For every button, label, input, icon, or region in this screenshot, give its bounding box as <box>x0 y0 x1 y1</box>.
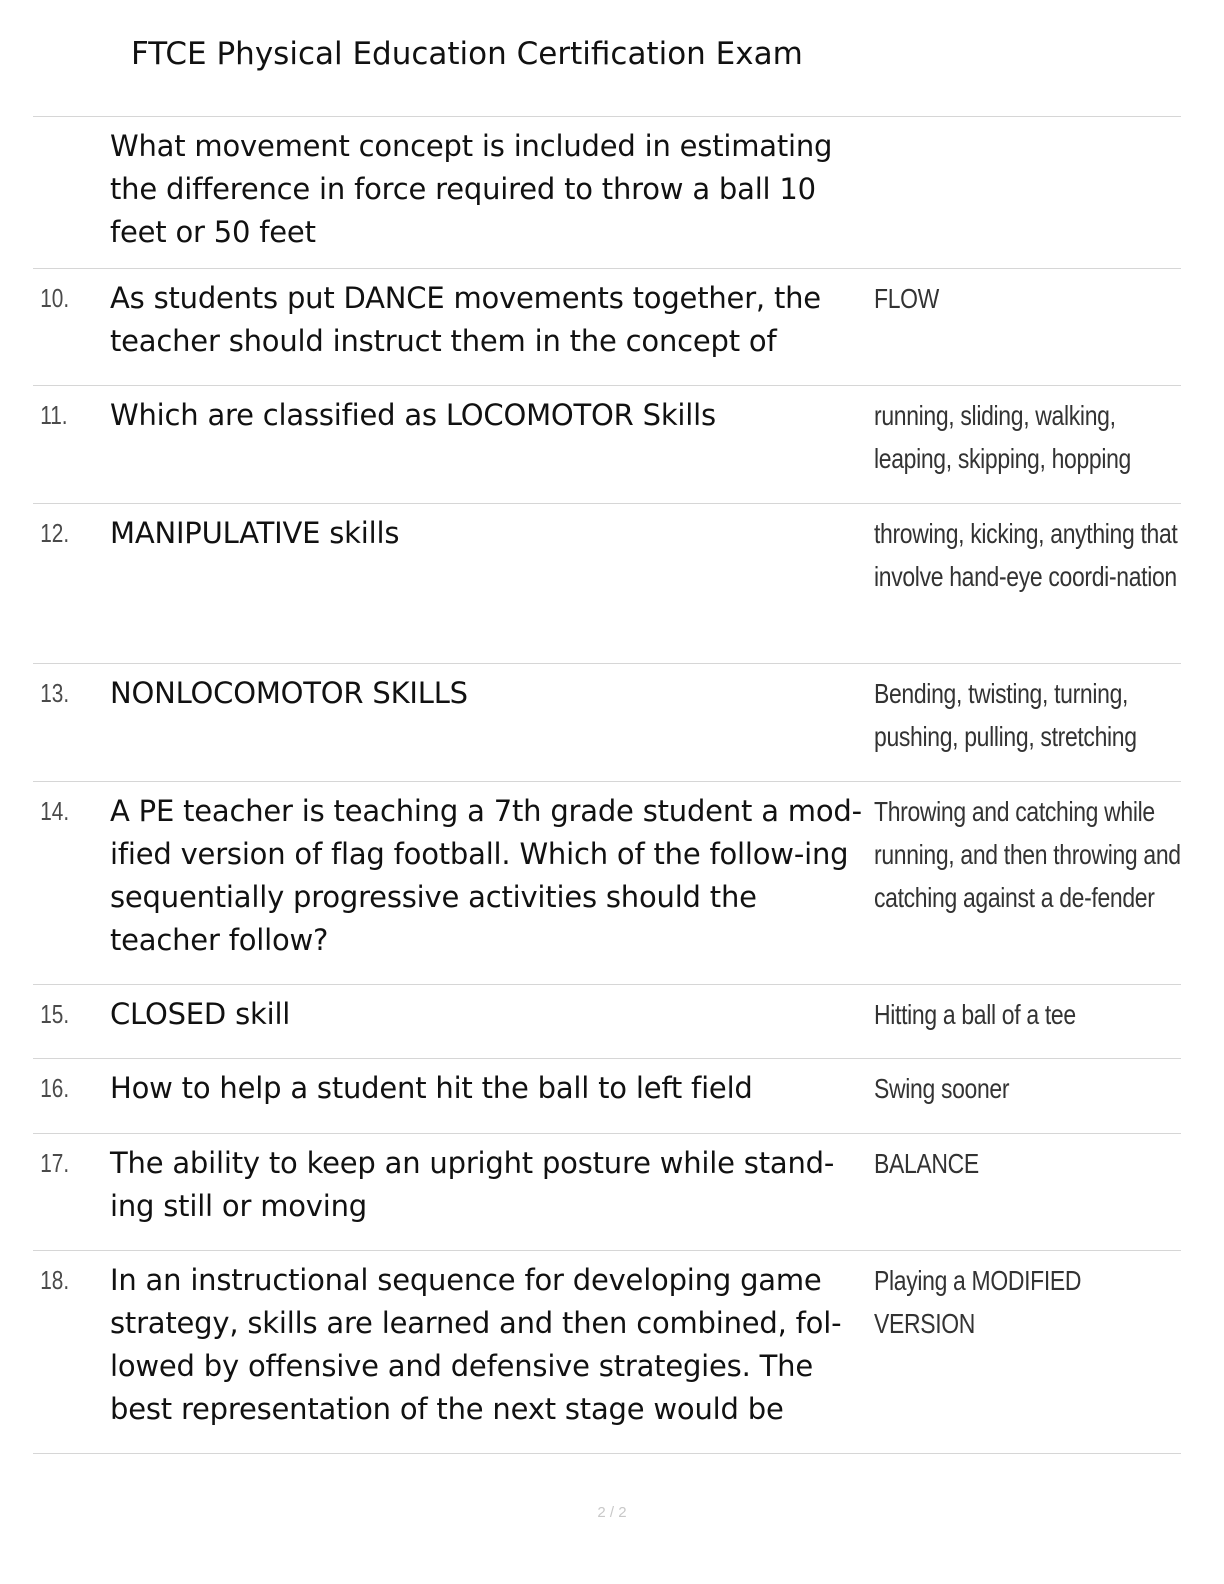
question-number: 10. <box>40 283 70 313</box>
table-row <box>33 664 1181 782</box>
answer-text: Swing sooner <box>874 1073 1010 1104</box>
answer-text: Hitting a ball of a tee <box>874 999 1076 1030</box>
question-number <box>33 125 95 268</box>
page-number: 2 / 2 <box>597 1504 627 1521</box>
question-text: Which are classified as LOCOMOTOR Skills <box>110 398 716 432</box>
question-number: 17. <box>40 1148 70 1178</box>
question-text: A PE teacher is teaching a 7th grade student a mod-ified version of flag football. Which of the follow-ing sequentially progressive activities should the teacher follow? <box>110 794 862 957</box>
question-number: 11. <box>40 400 68 430</box>
answer-text: Playing a MODIFIED VERSION <box>874 1265 1082 1339</box>
table-row <box>33 1059 1181 1134</box>
table-row <box>33 117 1181 269</box>
answer-text: throwing, kicking, anything that involve hand-eye coordi-nation <box>874 518 1178 592</box>
question-text: How to help a student hit the ball to left field <box>110 1071 753 1105</box>
table-row <box>33 269 1181 386</box>
answer-text: FLOW <box>874 283 940 314</box>
answer-text <box>874 125 1181 268</box>
table-row <box>33 1251 1181 1454</box>
answer-text: BALANCE <box>874 1148 979 1179</box>
question-number: 18. <box>40 1265 70 1295</box>
table-row <box>33 386 1181 504</box>
table-row <box>33 985 1181 1059</box>
table-row <box>33 504 1181 664</box>
answer-text: Throwing and catching while running, and then throwing and catching against a de-fender <box>874 796 1181 913</box>
question-number: 15. <box>40 999 70 1029</box>
answer-text: running, sliding, walking, leaping, skipping, hopping <box>874 400 1131 474</box>
page-title: FTCE Physical Education Certification Exam <box>131 36 803 72</box>
question-text: MANIPULATIVE skills <box>110 516 400 550</box>
answer-text: Bending, twisting, turning, pushing, pulling, stretching <box>874 678 1137 752</box>
question-text: CLOSED skill <box>110 997 291 1031</box>
question-text: In an instructional sequence for developing game strategy, skills are learned and then combined, fol-lowed by offensive and defensive strategies. The best representation of the next stage would be <box>110 1263 842 1426</box>
qa-table <box>33 116 1181 1454</box>
question-text: The ability to keep an upright posture while stand-ing still or moving <box>110 1146 835 1223</box>
question-text: As students put DANCE movements together, the teacher should instruct them in the concept of <box>110 281 821 358</box>
question-number: 16. <box>40 1073 70 1103</box>
question-number: 14. <box>40 796 70 826</box>
question-number: 12. <box>40 518 70 548</box>
question-text: NONLOCOMOTOR SKILLS <box>110 676 468 710</box>
question-text: What movement concept is included in estimating the difference in force required to throw a ball 10 feet or 50 feet <box>110 129 833 249</box>
table-row <box>33 782 1181 985</box>
question-number: 13. <box>40 678 70 708</box>
table-row <box>33 1134 1181 1251</box>
